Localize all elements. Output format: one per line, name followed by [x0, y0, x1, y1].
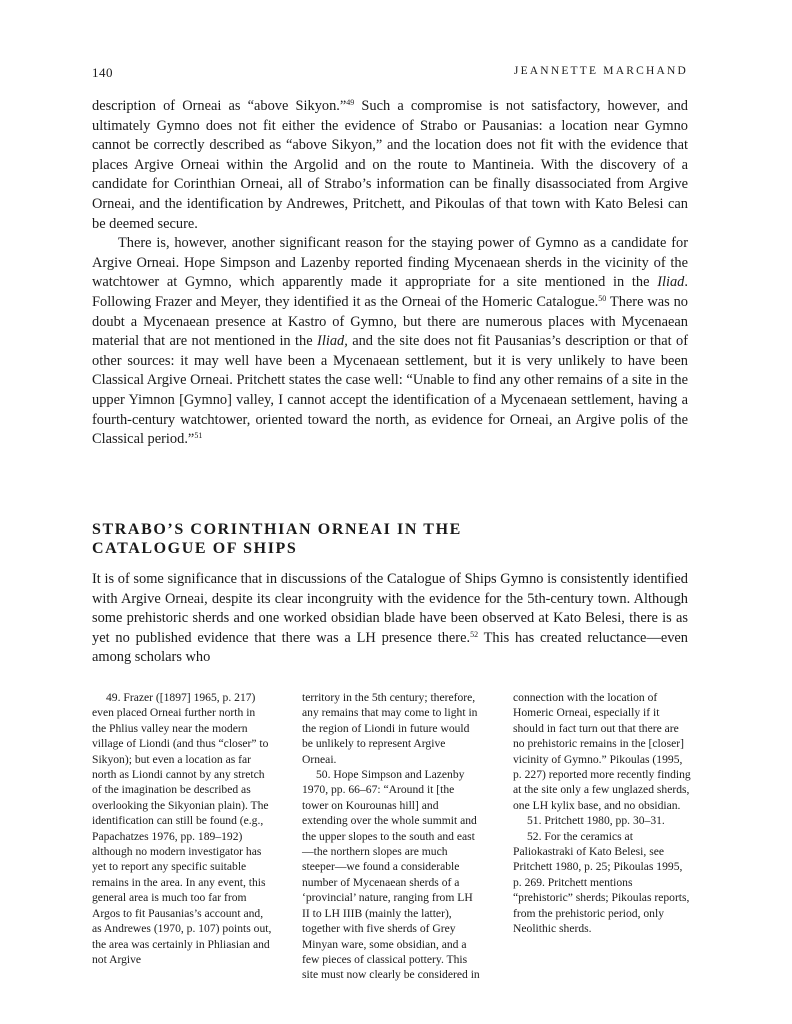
- text-run: There was no doubt a Mycenaean presence at Kastro of Gymno, but there are numerous places with Mycenaean material that are not mentioned in the: [92, 293, 688, 350]
- italic-title: Iliad: [657, 274, 685, 291]
- footnote-50: 50. Hope Simpson and Lazenby 1970, pp. 66–67: “Around it [the tower on Kourounas hill] and extending over the whole summit and the upper slopes to the south and east—the northern slopes are much steeper—we found a considerable number of Mycenaean sherds of a ‘provincial’ nature, ranging from LH II to LH IIIB (mainly the latter), together with five sherds of Grey Minyan ware, some obsidian, and a few pieces of classical pottery. This site must now clearly be considered in: [302, 768, 480, 982]
- section-heading: [92, 520, 612, 558]
- italic-title: Iliad,: [317, 333, 348, 350]
- footnote-50-continued: connection with the location of Homeric Orneai, especially if it should in fact turn out that there are no prehistoric remains in the [closer] vicinity of Gymno.” Pikoulas (1995, p. 227) reported more recently finding at the site only a few unglazed sherds, one LH kylix base, and no obsidian.: [513, 691, 691, 812]
- section-heading-line: CATALOGUE OF SHIPS: [92, 540, 298, 557]
- paragraph: [92, 570, 688, 668]
- text-run: There is, however, another significant reason for the staying power of Gymno as a candidate for Argive Orneai. Hope Simpson and Lazenby reported finding Mycenaean sherds in the vicinity of the watchtower at Gymno, which apparently made it appropriate for a site mentioned in the: [92, 235, 688, 291]
- text-run: description of Orneai as “above Sikyon.”: [92, 98, 347, 114]
- footnotes: [92, 690, 691, 982]
- text-run: This has created reluctance—even among scholars who: [92, 629, 688, 666]
- footnote-49: 49. Frazer ([1897] 1965, p. 217) even placed Orneai further north in the Phlius valley near the modern village of Liondi (and thus “closer” to Sikyon); but even a location as far north as Liondi cannot by any stretch of the imagination be described as overlooking the Sikyonian plain). The identification can still be found (e.g., Papachatzes 1976, pp. 189–192) although no modern investigator has yet to report any specific suitable remains in the area. In any event, this general area is much too far from Argos to fit Pausanias’s account and, as Andrewes (1970, p. 107) points out, the area was certainly in Phliasian and not Argive: [92, 691, 272, 966]
- page-number: 140: [92, 65, 113, 80]
- footnote-column: [302, 690, 482, 983]
- text-run: . Following Frazer and Meyer, they identified it as the Orneai of the Homeric Catalogue.: [92, 274, 688, 310]
- footnote-column: [92, 690, 272, 967]
- text-run: and the site does not fit Pausanias’s description or that of other sources: it may well have been a Mycenaean settlement, but it is very unlikely to have been Classical Argive Orneai. Pritchett states the case well: “Unable to find any other remains of a site in the upper Yimnon [Gymno] valley, I cannot accept the identification of a Mycenaean settlement, having a fourth-century watchtower, oriented toward the north, as evidence for Orneai, an Argive polis of the Classical period.”: [92, 333, 688, 448]
- running-head: JEANNETTE MARCHAND: [513, 65, 688, 77]
- footnote-49-continued: territory in the 5th century; therefore, any remains that may come to light in the region of Liondi in future would be unlikely to represent Argive Orneai.: [302, 691, 478, 766]
- footnote-column: [513, 690, 693, 937]
- section-heading-line: STRABO’S CORINTHIAN ORNEAI IN THE: [92, 521, 462, 538]
- main-text-top: [92, 97, 688, 450]
- footnote-ref-49[interactable]: 49: [346, 98, 355, 107]
- text-run: It is of some significance that in discussions of the Catalogue of Ships Gymno is consistently identified with Argive Orneai, despite its clear incongruity with the evidence for the 5th-century town. Although some prehistoric sherds and one worked obsidian blade have been observed at Kato Belesi, there is as yet no published evidence that there was a LH presence there.: [92, 571, 688, 646]
- footnote-ref-51[interactable]: 51: [194, 431, 203, 441]
- footnote-51: 51. Pritchett 1980, pp. 30–31.: [527, 814, 665, 828]
- footnote-ref-52[interactable]: 52: [470, 629, 479, 639]
- paragraph: [92, 97, 688, 234]
- footnote-52: 52. For the ceramics at Paliokastraki of Kato Belesi, see Pritchett 1980, p. 25; Pikoulas 1995, p. 269. Pritchett mentions “prehistoric” sherds; Pikoulas reports, from the prehistoric period, only Neolithic sherds.: [513, 829, 690, 936]
- paragraph: [92, 234, 688, 450]
- main-text-bottom: [92, 570, 688, 668]
- text-run: Such a compromise is not satisfactory, however, and ultimately Gymno does not fit either the evidence of Strabo or Pausanias: a location near Gymno cannot be correctly described as “above Sikyon,” and the location does not fit with the evidence that places Argive Orneai within the Argolid and on the route to Mantineia. With the discovery of a candidate for Corinthian Orneai, all of Strabo’s information can be finally disassociated from Argive Orneai, and the identification by Andrewes, Pritchett, and Pikoulas of that town with Kato Belesi can be deemed secure.: [92, 98, 689, 232]
- footnote-ref-50[interactable]: 50: [598, 293, 607, 303]
